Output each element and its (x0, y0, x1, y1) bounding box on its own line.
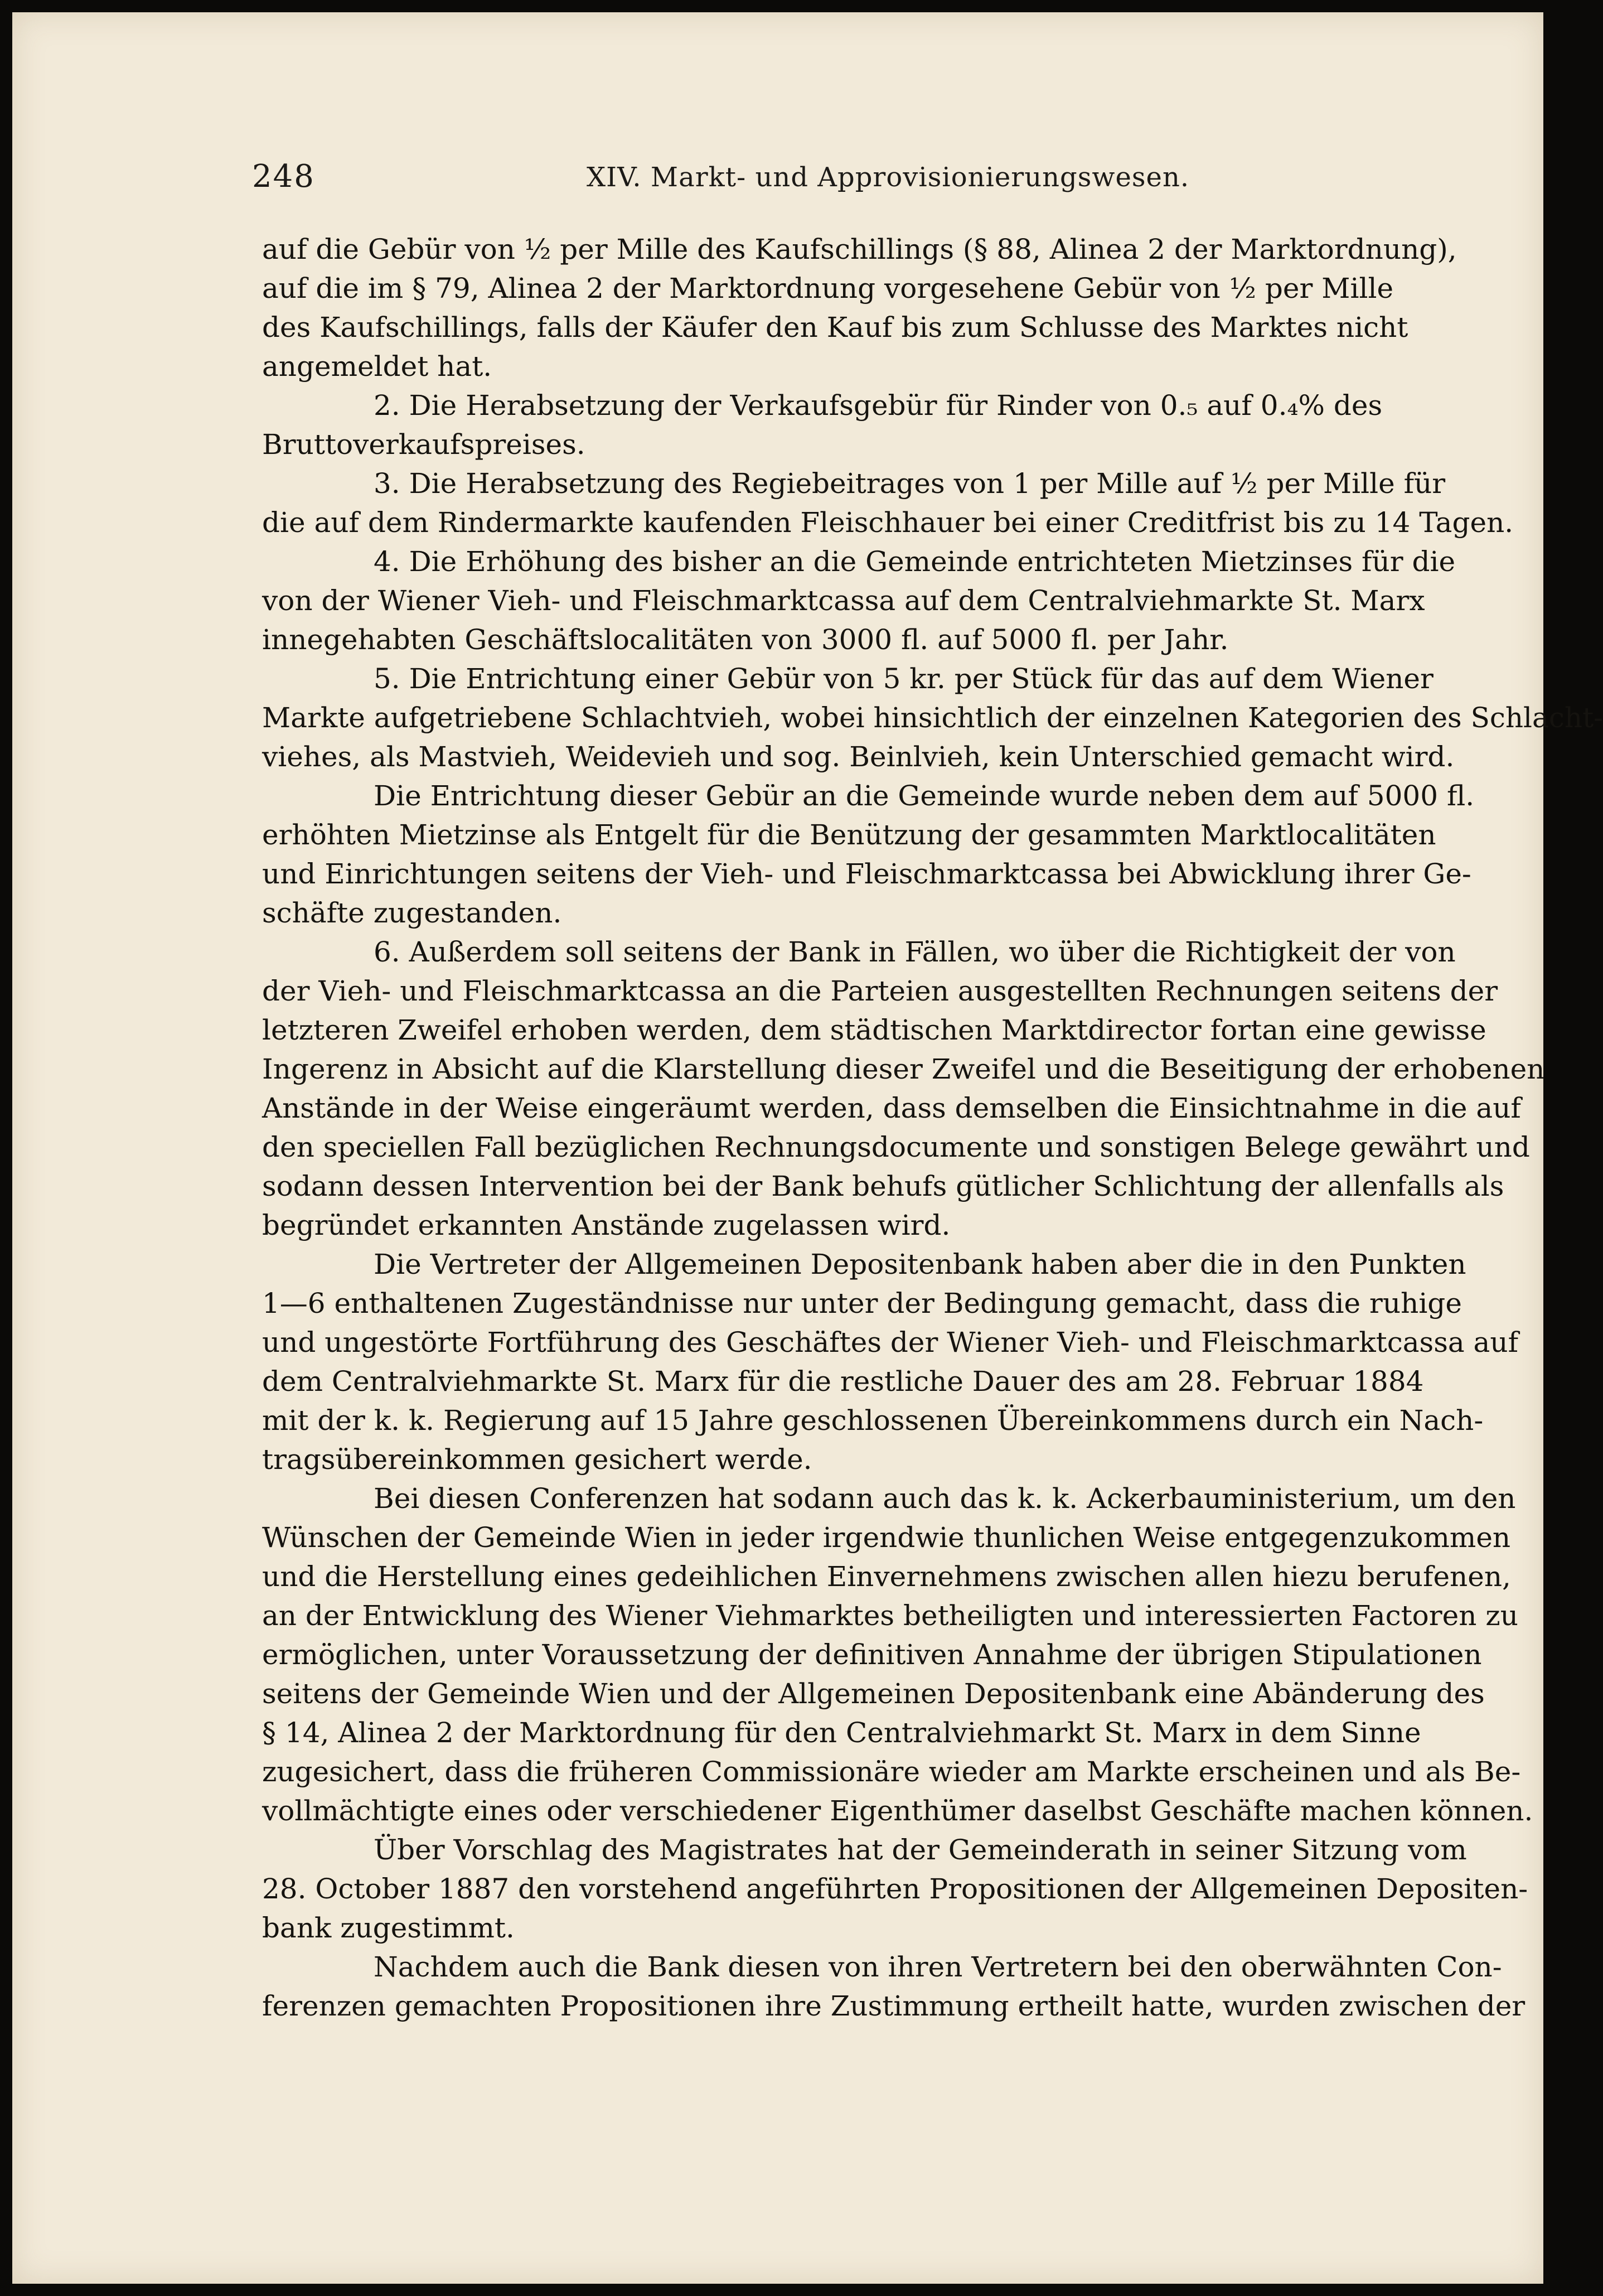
paragraph-first-line: 3. Die Herabsetzung des Regiebeitrages von 1 per Mille auf ½ per Mille für (374, 467, 1446, 500)
text-line: 1—6 enthaltenen Zugeständnisse nur unter der Bedingung gemacht, dass die ruhige (262, 1287, 1462, 1319)
text-line: ferenzen gemachten Propositionen ihre Zustimmung ertheilt hatte, wurden zwischen der (262, 1990, 1525, 2022)
paragraph-first-line: 2. Die Herabsetzung der Verkaufsgebür für Rinder von 0.₅ auf 0.₄% des (374, 389, 1383, 422)
text-line: letzteren Zweifel erhoben werden, dem städtischen Marktdirector fortan eine gewisse (262, 1014, 1486, 1046)
text-line: von der Wiener Vieh- und Fleischmarktcassa auf dem Centralviehmarkte St. Marx (262, 584, 1425, 617)
scanned-page (12, 12, 1603, 2284)
text-line: dem Centralviehmarkte St. Marx für die restliche Dauer des am 28. Februar 1884 (262, 1365, 1424, 1398)
paragraph-first-line: Über Vorschlag des Magistrates hat der Gemeinderath in seiner Sitzung vom (374, 1834, 1467, 1866)
body-text (262, 230, 1603, 2026)
paragraph-first-line: Die Vertreter der Allgemeinen Depositenbank haben aber die in den Punkten (374, 1248, 1466, 1280)
paragraph-first-line: 4. Die Erhöhung des bisher an die Gemeinde entrichteten Mietzinses für die (374, 545, 1456, 578)
text-line: und ungestörte Fortführung des Geschäftes der Wiener Vieh- und Fleischmarktcassa auf (262, 1326, 1519, 1359)
paragraph-first-line: Nachdem auch die Bank diesen von ihren Vertretern bei den oberwähnten Con- (374, 1951, 1502, 1983)
text-line: begründet erkannten Anstände zugelassen wird. (262, 1209, 951, 1241)
text-line: und Einrichtungen seitens der Vieh- und Fleischmarktcassa bei Abwicklung ihrer Ge- (262, 858, 1471, 890)
text-line: Markte aufgetriebene Schlachtvieh, wobei hinsichtlich der einzelnen Kategorien des Schlacht- (262, 702, 1603, 734)
text-line: die auf dem Rindermarkte kaufenden Fleischhauer bei einer Creditfrist bis zu 14 Tagen. (262, 506, 1514, 539)
page-header (252, 158, 1376, 197)
paragraph-first-line: Die Entrichtung dieser Gebür an die Gemeinde wurde neben dem auf 5000 fl. (374, 780, 1475, 812)
text-line: seitens der Gemeinde Wien und der Allgemeinen Depositenbank eine Abänderung des (262, 1678, 1485, 1710)
text-line: innegehabten Geschäftslocalitäten von 3000 fl. auf 5000 fl. per Jahr. (262, 623, 1229, 656)
text-line: bank zugestimmt. (262, 1912, 515, 1944)
text-line: Bruttoverkaufspreises. (262, 428, 585, 461)
text-line: den speciellen Fall bezüglichen Rechnungsdocumente und sonstigen Belege gewährt und (262, 1131, 1530, 1163)
paragraph-first-line: Bei diesen Conferenzen hat sodann auch das k. k. Ackerbauministerium, um den (374, 1482, 1516, 1515)
text-line: 28. October 1887 den vorstehend angeführten Propositionen der Allgemeinen Depositen- (262, 1873, 1528, 1905)
text-line: sodann dessen Intervention bei der Bank behufs gütlicher Schlichtung der allenfalls als (262, 1170, 1504, 1202)
text-line: Ingerenz in Absicht auf die Klarstellung dieser Zweifel und die Beseitigung der erhobenen (262, 1053, 1545, 1085)
page-number: 248 (252, 158, 315, 195)
text-line: viehes, als Mastvieh, Weidevieh und sog. Beinlvieh, kein Unterschied gemacht wird. (262, 741, 1455, 773)
running-title: XIV. Markt- und Approvisionierungswesen. (587, 162, 1190, 193)
paragraph-first-line: 5. Die Entrichtung einer Gebür von 5 kr. per Stück für das auf dem Wiener (374, 663, 1434, 695)
text-line: Wünschen der Gemeinde Wien in jeder irgendwie thunlichen Weise entgegenzukommen (262, 1521, 1511, 1554)
text-line: ermöglichen, unter Voraussetzung der definitiven Annahme der übrigen Stipulationen (262, 1638, 1482, 1671)
text-line: tragsübereinkommen gesichert werde. (262, 1443, 812, 1476)
text-line: auf die im § 79, Alinea 2 der Marktordnung vorgesehene Gebür von ½ per Mille (262, 272, 1394, 304)
text-line: angemeldet hat. (262, 350, 492, 383)
paragraph-first-line: 6. Außerdem soll seitens der Bank in Fällen, wo über die Richtigkeit der von (374, 936, 1456, 968)
text-line: zugesichert, dass die früheren Commissionäre wieder am Markte erscheinen und als Be- (262, 1756, 1521, 1788)
text-line: § 14, Alinea 2 der Marktordnung für den Centralviehmarkt St. Marx in dem Sinne (262, 1717, 1421, 1749)
text-line: und die Herstellung eines gedeihlichen Einvernehmens zwischen allen hiezu berufenen, (262, 1560, 1511, 1593)
text-line: mit der k. k. Regierung auf 15 Jahre geschlossenen Übereinkommens durch ein Nach- (262, 1404, 1484, 1437)
text-line: vollmächtigte eines oder verschiedener Eigenthümer daselbst Geschäfte machen können. (262, 1795, 1533, 1827)
text-line: auf die Gebür von ½ per Mille des Kaufschillings (§ 88, Alinea 2 der Marktordnung), (262, 233, 1457, 265)
text-line: der Vieh- und Fleischmarktcassa an die Parteien ausgestellten Rechnungen seitens der (262, 975, 1498, 1007)
text-line: erhöhten Mietzinse als Entgelt für die Benützung der gesammten Marktlocalitäten (262, 819, 1436, 851)
text-line: schäfte zugestanden. (262, 897, 562, 929)
text-line: des Kaufschillings, falls der Käufer den Kauf bis zum Schlusse des Marktes nicht (262, 311, 1408, 344)
text-line: an der Entwicklung des Wiener Viehmarktes betheiligten und interessierten Factoren zu (262, 1599, 1518, 1632)
text-line: Anstände in der Weise eingeräumt werden, dass demselben die Einsichtnahme in die auf (262, 1092, 1521, 1124)
